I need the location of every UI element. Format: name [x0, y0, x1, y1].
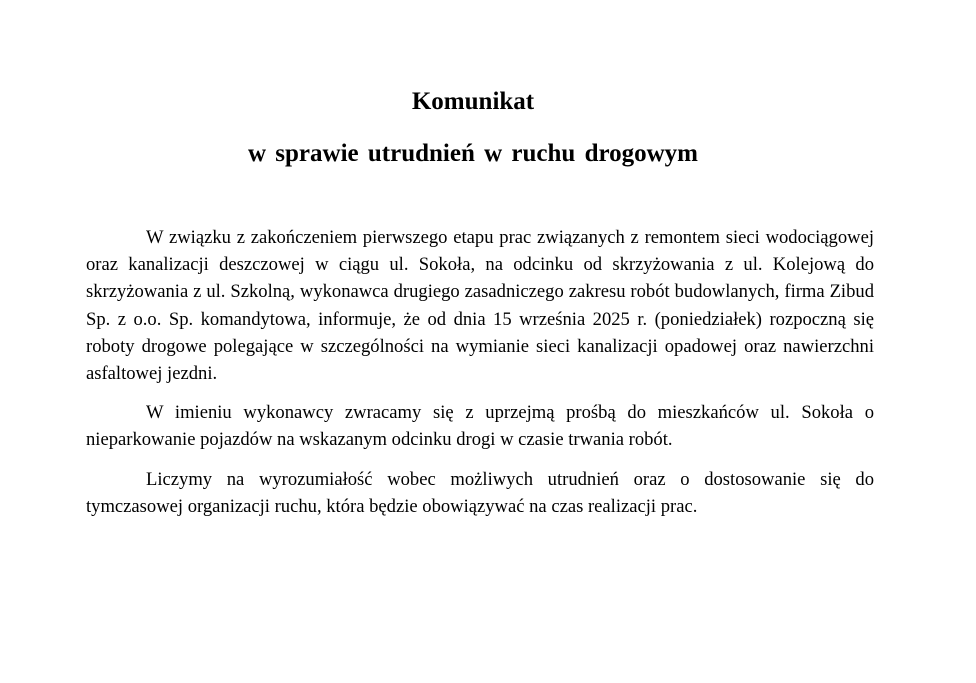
document-body [86, 224, 874, 532]
document-subtitle: w sprawie utrudnień w ruchu drogowym [248, 140, 698, 167]
paragraph-understanding: Liczymy na wyrozumiałość wobec możliwych utrudnień oraz o dostosowanie się do tymczasowej organizacji ruchu, która będzie obowiązywać na czas realizacji prac. [86, 468, 874, 517]
paragraph-roadworks-notice: W związku z zakończeniem pierwszego etapu prac związanych z remontem sieci wodociągowej oraz kanalizacji deszczowej w ciągu ul. Sokoła, na odcinku od skrzyżowania z ul. Kolejową do skrzyżowania z ul. Szkolną, wykonawca drugiego zasadniczego zakresu robót budowlanych, firma Zibud Sp. z o.o. Sp. komandytowa, informuje, że od dnia 15 września 2025 r. (poniedziałek) rozpoczną się roboty drogowe polegające w szczególności na wymianie sieci kanalizacji opadowej oraz nawierzchni asfaltowej jezdni. [86, 227, 874, 385]
paragraph-parking-request: W imieniu wykonawcy zwracamy się z uprzejmą prośbą do mieszkańców ul. Sokoła o nieparkowanie pojazdów na wskazanym odcinku drogi w czasie trwania robót. [86, 402, 874, 451]
document-title: Komunikat [411, 88, 535, 115]
